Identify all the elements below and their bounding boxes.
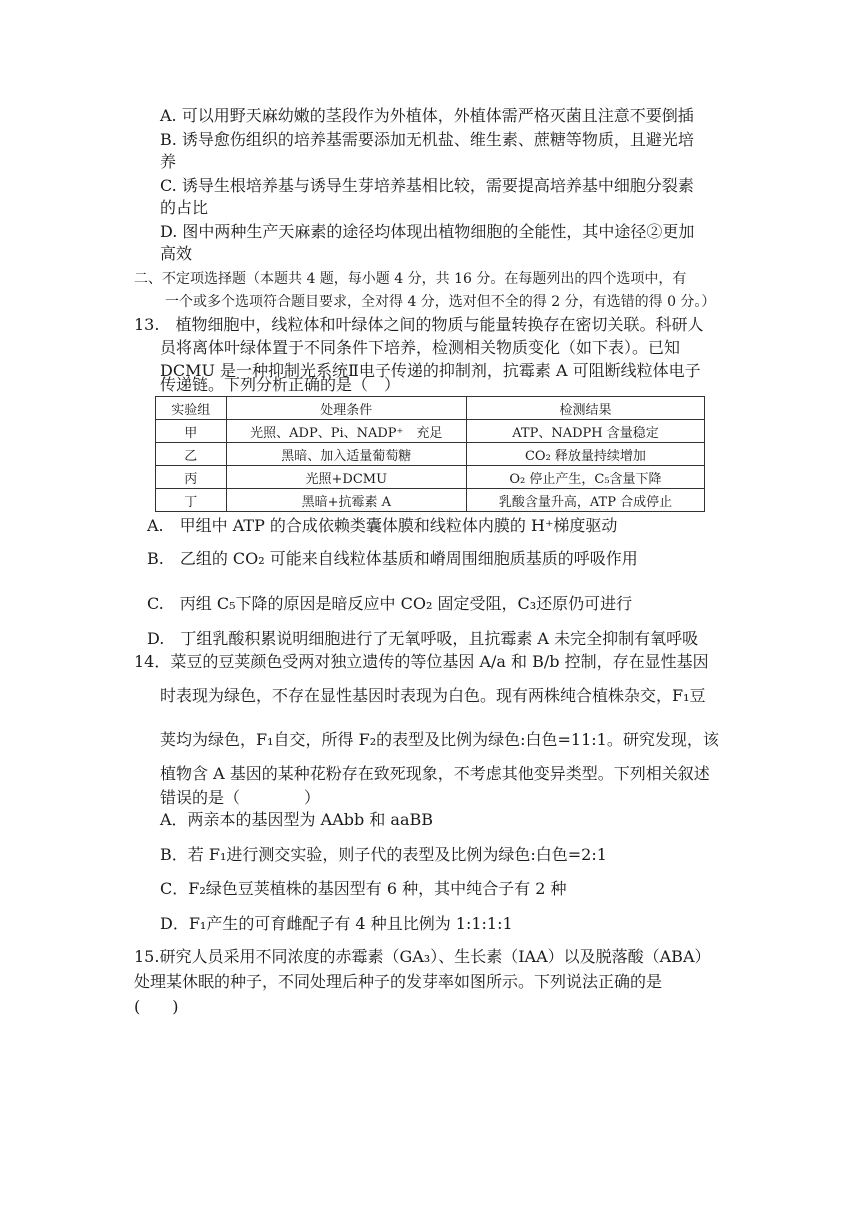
section-2-heading: 二、不定项选择题（本题共 4 题，每小题 4 分，共 16 分。在每题列出的四个选项中，有 [134, 271, 687, 287]
q13-option-d: D. 丁组乳酸积累说明细胞进行了无氧呼吸，且抗霉素 A 未完全抑制有氧呼吸 [147, 629, 699, 648]
q14-stem-1: 14．菜豆的豆荚颜色受两对独立遗传的等位基因 A/a 和 B/b 控制，存在显性基因 [134, 652, 709, 671]
table-header: 处理条件 [226, 397, 466, 420]
table-cell: ATP、NADPH 含量稳定 [466, 420, 704, 443]
q12-option-b-cont: 养 [160, 152, 177, 171]
q13-option-c: C. 丙组 C₅下降的原因是暗反应中 CO₂ 固定受阻，C₃还原仍可进行 [147, 594, 633, 613]
q14-option-a: A．两亲本的基因型为 AAbb 和 aaBB [160, 810, 434, 829]
q13-option-b: B. 乙组的 CO₂ 可能来自线粒体基质和嵴周围细胞质基质的呼吸作用 [147, 549, 638, 568]
table-row [156, 420, 705, 443]
table-header: 实验组 [156, 397, 227, 420]
q14-stem-2: 时表现为绿色，不存在显性基因时表现为白色。现有两株纯合植株杂交，F₁豆 [160, 686, 706, 705]
experiment-table [155, 396, 705, 512]
section-2-rules: 一个或多个选项符合题目要求，全对得 4 分，选对但不全的得 2 分，有选错的得 0 分。） [165, 294, 716, 310]
q14-option-c: C．F₂绿色豆荚植株的基因型有 6 种，其中纯合子有 2 种 [160, 879, 567, 898]
table-cell: 甲 [156, 420, 227, 443]
q13-stem-1: 13. 植物细胞中，线粒体和叶绿体之间的物质与能量转换存在密切关联。科研人 [134, 315, 704, 334]
q14-stem-5: 错误的是（ ） [160, 788, 321, 807]
q12-option-c: C. 诱导生根培养基与诱导生芽培养基相比较，需要提高培养基中细胞分裂素 [160, 176, 694, 195]
table-row [156, 443, 705, 466]
q15-stem-2: 处理某休眠的种子，不同处理后种子的发芽率如图所示。下列说法正确的是 [134, 972, 663, 991]
table-cell: 乙 [156, 443, 227, 466]
table-cell: 丁 [156, 489, 227, 512]
table-cell: CO₂ 释放量持续增加 [466, 443, 704, 466]
q13-stem-4: 传递链。下列分析正确的是（ ） [160, 375, 401, 394]
table-cell: 黑暗+抗霉素 A [226, 489, 466, 512]
table-row [156, 466, 705, 489]
table-row [156, 489, 705, 512]
q12-option-d: D. 图中两种生产天麻素的途径均体现出植物细胞的全能性，其中途径②更加 [160, 222, 695, 241]
q13-option-a: A. 甲组中 ATP 的合成依赖类囊体膜和线粒体内膜的 H⁺梯度驱动 [147, 516, 618, 535]
q14-stem-4: 植物含 A 基因的某种花粉存在致死现象，不考虑其他变异类型。下列相关叙述 [160, 764, 710, 783]
table-cell: 光照+DCMU [226, 466, 466, 489]
table-cell: O₂ 停止产生，C₅含量下降 [466, 466, 704, 489]
q12-option-d-cont: 高效 [160, 244, 193, 263]
table-cell: 乳酸含量升高，ATP 合成停止 [466, 489, 704, 512]
q14-stem-3: 荚均为绿色，F₁自交，所得 F₂的表型及比例为绿色:白色=11:1。研究发现，该 [160, 730, 719, 749]
table-header-row [156, 397, 705, 420]
table-cell: 黑暗、加入适量葡萄糖 [226, 443, 466, 466]
table-cell: 丙 [156, 466, 227, 489]
q13-stem-2: 员将离体叶绿体置于不同条件下培养，检测相关物质变化（如下表）。已知 [160, 338, 681, 357]
q14-option-d: D．F₁产生的可育雌配子有 4 种且比例为 1:1:1:1 [160, 914, 513, 933]
q12-option-b: B. 诱导愈伤组织的培养基需要添加无机盐、维生素、蔗糖等物质，且避光培 [160, 130, 694, 149]
q12-option-a: A. 可以用野天麻幼嫩的茎段作为外植体，外植体需严格灭菌且注意不要倒插 [160, 106, 694, 125]
q14-option-b: B．若 F₁进行测交实验，则子代的表型及比例为绿色:白色=2:1 [160, 845, 607, 864]
q15-stem-1: 15.研究人员采用不同浓度的赤霉素（GA₃）、生长素（IAA）以及脱落酸（ABA） [134, 947, 711, 966]
q13-stem-3: DCMU 是一种抑制光系统Ⅱ电子传递的抑制剂，抗霉素 A 可阻断线粒体电子 [160, 361, 701, 380]
table-cell: 光照、ADP、Pi、NADP⁺ 充足 [226, 420, 466, 443]
q12-option-c-cont: 的占比 [160, 198, 209, 217]
table-header: 检测结果 [466, 397, 704, 420]
q15-stem-3: ( ) [134, 997, 179, 1016]
